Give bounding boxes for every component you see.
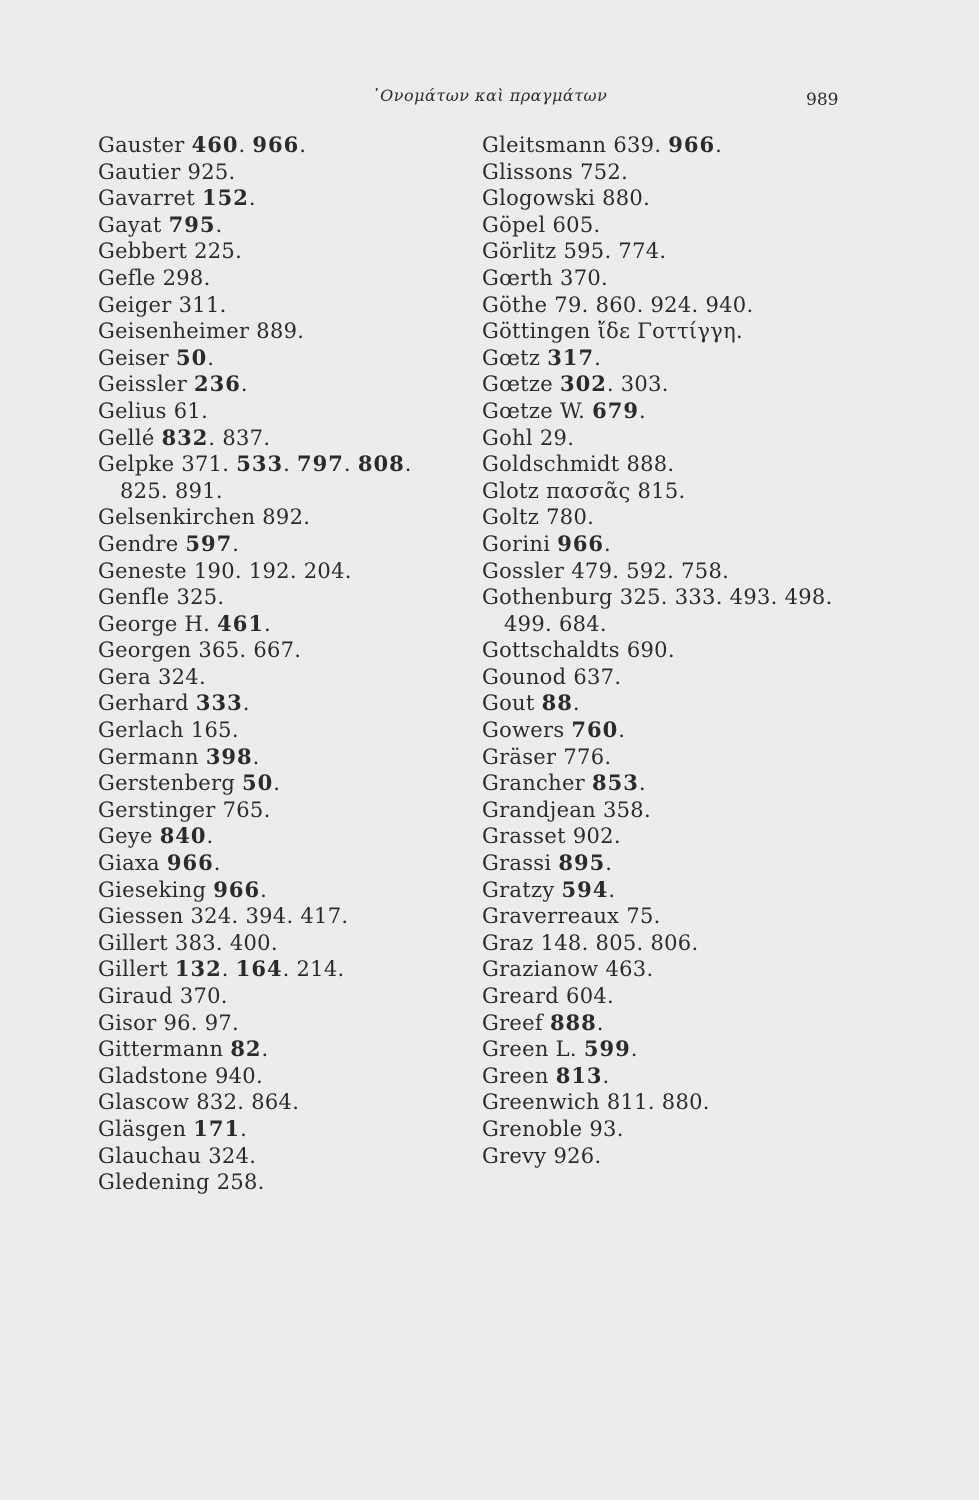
page-reference: 324 (190, 904, 232, 929)
entry-name: Graz (482, 930, 534, 955)
entry-name: Glauchau (98, 1143, 202, 1168)
page-reference: 258 (216, 1170, 258, 1195)
index-entry: Gefle 298. (98, 265, 211, 290)
index-entry: Georgen 365. 667. (98, 638, 302, 663)
index-entry: Glogowski 880. (482, 186, 651, 211)
page-reference: 902 (572, 824, 614, 849)
index-entry: Görlitz 595. 774. (482, 239, 667, 264)
index-entry: Gayat 795. (98, 211, 223, 237)
index-entry: Greard 604. (482, 984, 614, 1008)
entry-name: Göthe (482, 292, 548, 317)
index-column-left (98, 132, 412, 1196)
entry-name: Gladstone (98, 1063, 208, 1088)
page-reference: 926 (553, 1143, 595, 1168)
page-reference: 214 (296, 957, 338, 982)
index-entry: Gellé 832. 837. (98, 424, 271, 450)
index-entry: Grenoble 93. (482, 1116, 624, 1141)
index-entry: Grevy 926. (482, 1143, 602, 1168)
page-reference: 888 (626, 452, 668, 477)
page-reference: 966 (166, 850, 214, 876)
page-reference: 690 (626, 638, 668, 663)
entry-name: Gillert (98, 930, 168, 955)
page-reference: 325 (176, 585, 218, 610)
entry-name: Gelsenkirchen (98, 505, 256, 530)
page-reference: 604 (566, 984, 608, 1008)
entry-name: Gottschaldts (482, 638, 620, 663)
page-reference: 93 (589, 1116, 617, 1141)
entry-name: Glogowski (482, 186, 596, 211)
entry-name: Gieseking (98, 877, 207, 902)
page-reference: 811 (606, 1090, 648, 1115)
page-reference: 940 (705, 292, 747, 317)
index-entry: Gebbert 225. (98, 239, 243, 264)
index-entry: Glissons 752. (482, 159, 629, 184)
page-reference: 780 (546, 505, 588, 530)
index-entry: Genfle 325. (98, 585, 225, 610)
index-entry: Gout 88. (482, 690, 580, 716)
entry-name: Geissler (98, 372, 188, 397)
index-entry: Gittermann 82. (98, 1036, 269, 1062)
page-reference: 148 (540, 930, 582, 955)
entry-name: Glissons (482, 159, 574, 184)
page-reference: 88 (541, 690, 573, 716)
page-reference: 597 (185, 530, 233, 556)
page-reference: 165 (190, 718, 232, 743)
entry-name: Gounod (482, 664, 567, 689)
entry-name: Gayat (98, 212, 162, 237)
index-entry: Gœrth 370. (482, 265, 608, 290)
entry-name: Green L. (482, 1037, 577, 1062)
index-column-right (482, 132, 833, 1169)
entry-name: Gauster (98, 133, 185, 157)
entry-name: Göttingen ἴδε Γοττίγγη (482, 319, 737, 344)
page-reference: 605 (552, 212, 594, 237)
entry-name: Gœtze W. (482, 398, 586, 423)
entry-name: Greef (482, 1010, 543, 1035)
page-reference: 325 (619, 585, 661, 610)
index-entry: Gœtze 302. 303. (482, 371, 669, 397)
entry-name: Gendre (98, 531, 179, 556)
page-reference: 82 (230, 1036, 262, 1062)
page-reference: 463 (605, 957, 647, 982)
index-entry: Gowers 760. (482, 717, 626, 743)
page-reference: 860 (595, 292, 637, 317)
page-reference: 398 (205, 743, 253, 769)
page-reference: 832 (161, 424, 209, 450)
index-entry: Glotz πασσᾶς 815. (482, 478, 686, 503)
page-reference: 317 (547, 344, 595, 370)
page-reference: 594 (561, 876, 609, 902)
page-reference: 679 (592, 397, 639, 423)
index-entry: Greef 888. (482, 1009, 604, 1035)
page-reference: 303 (620, 372, 662, 397)
entry-name: Grandjean (482, 797, 596, 822)
entry-name: Gisor (98, 1010, 157, 1035)
entry-name: Giraud (98, 984, 173, 1008)
entry-name: Görlitz (482, 239, 557, 264)
page-reference: 925 (187, 159, 229, 184)
index-entry: Gerstenberg 50. (98, 770, 281, 796)
entry-name: Gœtze (482, 372, 553, 397)
entry-name: Geiger (98, 292, 172, 317)
index-entry: Glauchau 324. (98, 1143, 257, 1168)
entry-name: Greenwich (482, 1090, 600, 1115)
page-reference: 891 (174, 478, 216, 503)
page-reference: 533 (236, 451, 284, 477)
entry-name: Grevy (482, 1143, 547, 1168)
page-reference: 966 (557, 530, 605, 556)
index-entry: Gœtze W. 679. (482, 397, 646, 423)
index-entry: Grasset 902. (482, 824, 621, 849)
index-entry: Graz 148. 805. 806. (482, 930, 699, 955)
entry-name: Gorini (482, 531, 551, 556)
index-entry: Geiser 50. (98, 344, 215, 370)
index-entry: Gavarret 152. (98, 185, 256, 211)
entry-name: Geneste (98, 558, 187, 583)
index-entry: Gelsenkirchen 892. (98, 505, 311, 530)
page-reference: 888 (549, 1009, 597, 1035)
page-reference: 204 (303, 558, 345, 583)
index-entry: George H. 461. (98, 610, 271, 636)
page-reference: 966 (213, 876, 261, 902)
page-reference: 333 (195, 690, 243, 716)
page-reference: 311 (178, 292, 220, 317)
entry-name: Gratzy (482, 877, 555, 902)
page-number: 989 (806, 90, 839, 110)
page-reference: 152 (202, 185, 249, 211)
index-entry: Gohl 29. (482, 425, 575, 450)
index-entry: Gerlach 165. (98, 718, 239, 743)
index-entry: Giraud 370. (98, 984, 228, 1008)
entry-name: George H. (98, 611, 211, 636)
entry-name: Gerstinger (98, 797, 216, 822)
page-reference: 840 (159, 823, 207, 849)
page-reference: 752 (580, 159, 622, 184)
index-entry: Gläsgen 171. (98, 1115, 248, 1141)
page-reference: 815 (637, 478, 679, 503)
index-entry: Grandjean 358. (482, 797, 651, 822)
entry-name: Gautier (98, 159, 181, 184)
entry-name: Grenoble (482, 1116, 583, 1141)
page-reference: 813 (555, 1062, 603, 1088)
index-entry: Gieseking 966. (98, 876, 268, 902)
page-reference: 595 (563, 239, 605, 264)
index-entry: Geye 840. (98, 823, 214, 849)
index-entry: Gossler 479. 592. 758. (482, 558, 730, 583)
page-reference: 192 (248, 558, 290, 583)
index-entry: Giaxa 966. (98, 850, 221, 876)
index-entry: Giessen 324. 394. 417. (98, 904, 349, 929)
index-entry: Gerstinger 765. (98, 797, 271, 822)
page-reference: 164 (235, 956, 283, 982)
entry-name: Germann (98, 744, 199, 769)
page-reference: 132 (174, 956, 222, 982)
entry-name: Geye (98, 824, 153, 849)
index-entry: Gladstone 940. (98, 1063, 263, 1088)
index-entry: Gratzy 594. (482, 876, 616, 902)
page-reference: 358 (602, 797, 644, 822)
index-entry: Gautier 925. (98, 159, 236, 184)
index-entry: Grazianow 463. (482, 957, 654, 982)
page-reference: 324 (208, 1143, 250, 1168)
entry-name: Green (482, 1063, 549, 1088)
index-entry: Gorini 966. (482, 530, 612, 556)
index-entry: Gleitsmann 639. 966. (482, 132, 723, 157)
index-entry: Göttingen ἴδε Γοττίγγη. (482, 319, 743, 344)
index-entry: Goldschmidt 888. (482, 452, 675, 477)
page-reference: 493 (729, 585, 771, 610)
entry-name: Gellé (98, 425, 155, 450)
page-reference: 758 (681, 558, 723, 583)
page-reference: 853 (592, 770, 639, 796)
entry-name: Greard (482, 984, 560, 1008)
index-entry: Gisor 96. 97. (98, 1010, 240, 1035)
index-entry: Gelius 61. (98, 398, 209, 423)
page-reference: 79 (554, 292, 582, 317)
page-reference: 97 (204, 1010, 233, 1035)
entry-name: Gowers (482, 718, 565, 743)
index-entry: Geiger 311. (98, 292, 227, 317)
page-reference: 808 (357, 451, 405, 477)
index-entry: Gauster 460. 966. (98, 132, 307, 157)
entry-name: Gœrth (482, 265, 554, 290)
page-reference: 370 (560, 265, 602, 290)
entry-name: Gillert (98, 957, 168, 982)
index-entry: Göthe 79. 860. 924. 940. (482, 292, 754, 317)
entry-name: Glotz πασσᾶς (482, 478, 631, 503)
index-entry: Gottschaldts 690. (482, 638, 675, 663)
page-reference: 880 (602, 186, 644, 211)
page-reference: 966 (252, 132, 300, 157)
index-entry: Graverreaux 75. (482, 904, 661, 929)
index-entry: Grancher 853. (482, 770, 646, 796)
entry-name: Gelius (98, 398, 167, 423)
index-entry: Gera 324. (98, 664, 206, 689)
index-entry: Gillert 383. 400. (98, 930, 278, 955)
page-reference: 889 (256, 319, 298, 344)
page-reference: 225 (194, 239, 236, 264)
entry-name: Göpel (482, 212, 546, 237)
page-reference: 461 (217, 610, 264, 636)
page-reference: 592 (626, 558, 668, 583)
entry-name: Gohl (482, 425, 533, 450)
index-entry-continuation: 499. 684. (504, 611, 607, 636)
entry-name: Georgen (98, 638, 192, 663)
page-reference: 171 (193, 1115, 241, 1141)
page-reference: 684 (558, 611, 600, 636)
entry-name: Gläsgen (98, 1116, 187, 1141)
entry-name: Gœtz (482, 345, 541, 370)
page-reference: 832 (196, 1090, 238, 1115)
page-reference: 880 (661, 1090, 703, 1115)
index-entry: Gelpke 371. 533. 797. 808. (98, 451, 412, 477)
entry-name: Genfle (98, 585, 170, 610)
page-reference: 479 (571, 558, 613, 583)
entry-name: Grancher (482, 771, 586, 796)
page-reference: 302 (559, 371, 607, 397)
page-reference: 966 (668, 132, 716, 157)
page-reference: 400 (229, 930, 271, 955)
entry-name: Giaxa (98, 851, 160, 876)
entry-name: Goltz (482, 505, 540, 530)
page-reference: 498 (784, 585, 826, 610)
entry-name: Gossler (482, 558, 565, 583)
page-reference: 417 (300, 904, 342, 929)
page-reference: 924 (650, 292, 692, 317)
entry-name: Gefle (98, 265, 156, 290)
page-reference: 50 (175, 344, 208, 370)
index-entry: Gothenburg 325. 333. 493. 498. (482, 585, 833, 610)
index-entry: Glascow 832. 864. (98, 1090, 300, 1115)
page-reference: 29 (539, 425, 568, 450)
page-reference: 765 (222, 797, 264, 822)
index-entry: Gräser 776. (482, 744, 612, 769)
entry-name: Graverreaux (482, 904, 620, 929)
page-reference: 797 (297, 451, 344, 477)
page-reference: 75 (626, 904, 654, 929)
index-entry: Göpel 605. (482, 212, 601, 237)
entry-name: Gebbert (98, 239, 188, 264)
page-reference: 776 (563, 744, 605, 769)
entry-name: Grassi (482, 851, 552, 876)
page-reference: 599 (583, 1036, 631, 1062)
index-entry: Geissler 236. (98, 371, 248, 397)
entry-name: Gera (98, 664, 151, 689)
index-entry: Greenwich 811. 880. (482, 1090, 710, 1115)
entry-name: Gerstenberg (98, 771, 236, 796)
page-reference: 795 (168, 211, 216, 237)
page-reference: 639 (613, 133, 655, 157)
index-entry-continuation: 825. 891. (120, 478, 223, 503)
index-entry: Gillert 132. 164. 214. (98, 956, 345, 982)
page-reference: 499 (504, 611, 545, 636)
entry-name: Giessen (98, 904, 184, 929)
page-reference: 940 (214, 1063, 256, 1088)
page-reference: 667 (253, 638, 295, 663)
page-reference: 892 (262, 505, 304, 530)
page-reference: 371 (181, 452, 223, 477)
index-entry: Green L. 599. (482, 1036, 638, 1062)
page-reference: 50 (242, 770, 274, 796)
index-entry: Gledening 258. (98, 1170, 265, 1195)
entry-name: Gräser (482, 744, 557, 769)
entry-name: Goldschmidt (482, 452, 620, 477)
page-reference: 96 (163, 1010, 191, 1035)
entry-name: Gerhard (98, 691, 189, 716)
page-reference: 394 (245, 904, 287, 929)
index-entry: Grassi 895. (482, 850, 613, 876)
page-reference: 61 (173, 398, 202, 423)
entry-name: Gout (482, 691, 535, 716)
entry-name: Grasset (482, 824, 566, 849)
index-entry: Germann 398. (98, 743, 260, 769)
page-reference: 333 (674, 585, 716, 610)
page-reference: 637 (573, 664, 615, 689)
entry-name: Grazianow (482, 957, 599, 982)
running-header-title: ᾿Ονομάτων καὶ πραγμάτων (371, 86, 608, 105)
entry-name: Glascow (98, 1090, 190, 1115)
page-reference: 760 (571, 717, 619, 743)
index-entry: Gerhard 333. (98, 690, 250, 716)
index-entry: Geisenheimer 889. (98, 319, 305, 344)
page-reference: 190 (193, 558, 235, 583)
entry-name: Gelpke (98, 452, 175, 477)
index-entry: Gendre 597. (98, 530, 240, 556)
page-reference: 895 (558, 850, 606, 876)
entry-name: Gothenburg (482, 585, 613, 610)
page-reference: 825 (120, 478, 161, 503)
index-entry: Green 813. (482, 1062, 610, 1088)
page-reference: 806 (650, 930, 692, 955)
index-entry: Gounod 637. (482, 664, 622, 689)
index-entry: Goltz 780. (482, 505, 595, 530)
page-reference: 324 (157, 664, 199, 689)
page-reference: 365 (198, 638, 240, 663)
index-entry: Gœtz 317. (482, 344, 602, 370)
page-reference: 383 (174, 930, 216, 955)
page-reference: 236 (194, 371, 241, 397)
entry-name: Gleitsmann (482, 133, 607, 157)
page-reference: 864 (251, 1090, 293, 1115)
entry-name: Gavarret (98, 186, 196, 211)
entry-name: Geiser (98, 345, 169, 370)
page-reference: 774 (618, 239, 660, 264)
page-reference: 460 (191, 132, 239, 157)
page-reference: 837 (222, 425, 264, 450)
index-entry: Geneste 190. 192. 204. (98, 558, 352, 583)
entry-name: Gledening (98, 1170, 210, 1195)
page-reference: 298 (162, 265, 204, 290)
page-reference: 370 (179, 984, 221, 1008)
entry-name: Gittermann (98, 1037, 224, 1062)
entry-name: Gerlach (98, 718, 184, 743)
entry-name: Geisenheimer (98, 319, 250, 344)
page-reference: 805 (595, 930, 637, 955)
